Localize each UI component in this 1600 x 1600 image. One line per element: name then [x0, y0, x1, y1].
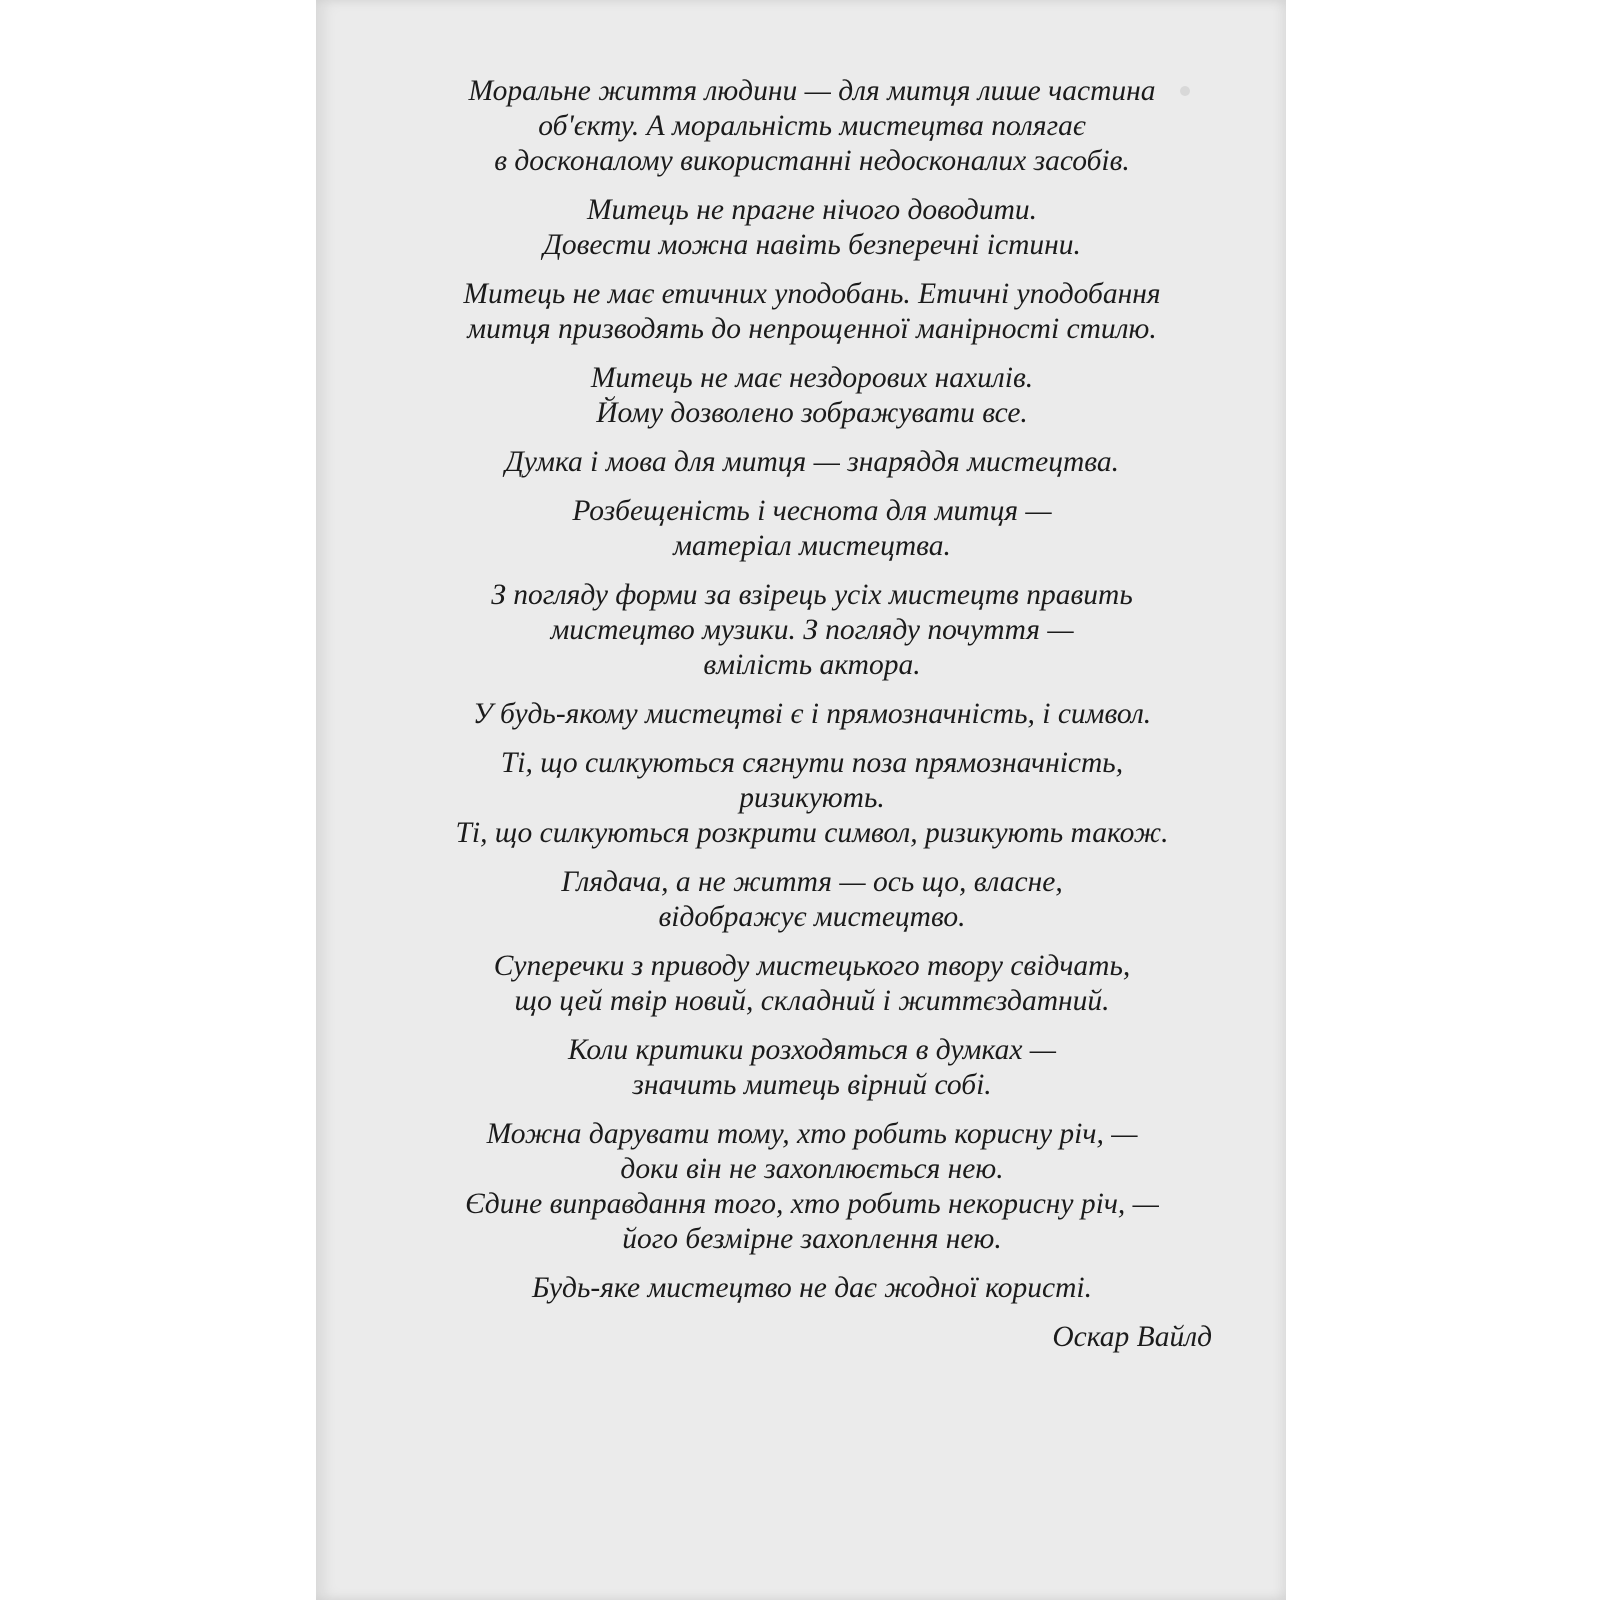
text-line: доки він не захоплюється нею. [620, 1153, 1004, 1185]
aphorism-column [412, 74, 1212, 1355]
stanza [412, 74, 1212, 179]
text-line: що цей твір новий, складний і життєздатний. [514, 985, 1110, 1017]
text-line: вміліcть актора. [703, 649, 921, 681]
text-line: Глядача, а не життя — ось що, власне, [561, 866, 1063, 898]
stanza [412, 578, 1212, 683]
text-line: Можна дарувати тому, хто робить корисну річ, — [486, 1118, 1138, 1150]
stanza [412, 1271, 1212, 1306]
text-line: в досконалому використанні недосконалих засобів. [494, 145, 1130, 177]
stanza [412, 361, 1212, 431]
text-line: Суперечки з приводу мистецького твору свідчать, [493, 950, 1131, 982]
text-line: Ті, що силкуються сягнути поза прямозначність, [500, 747, 1124, 779]
text-line: об'єкту. А моральність мистецтва полягає [538, 110, 1086, 142]
stanza [412, 865, 1212, 935]
text-line: Йому дозволено зображувати все. [596, 397, 1028, 429]
stanza [412, 1033, 1212, 1103]
text-line: митця призводять до непрощенної манірності стилю. [467, 313, 1157, 345]
text-line: Думка і мова для митця — знаряддя мистецтва. [505, 446, 1119, 478]
stanza [412, 1117, 1212, 1257]
text-line: Будь-яке мистецтво не дає жодної користі. [532, 1272, 1092, 1304]
text-line: Коли критики розходяться в думках — [567, 1034, 1057, 1066]
stanza [412, 494, 1212, 564]
text-line: У будь-якому мистецтві є і прямозначність, і символ. [472, 698, 1152, 730]
text-line: мистецтво музики. З погляду почуття — [550, 614, 1074, 646]
text-line: Довести можна навіть безперечні істини. [543, 229, 1081, 261]
text-line: ризикують. [739, 782, 885, 814]
stanza [412, 746, 1212, 851]
stanza [412, 193, 1212, 263]
book-page [316, 0, 1286, 1600]
text-line: Митець не має нездорових нахилів. [590, 362, 1034, 394]
stanza [412, 697, 1212, 732]
stanza [412, 949, 1212, 1019]
text-line: Моральне життя людини — для митця лише частина [468, 75, 1156, 107]
text-line: Розбещеність і чеснота для митця — [572, 495, 1052, 527]
text-line: відображує мистецтво. [658, 901, 966, 933]
stanza [412, 277, 1212, 347]
text-line: Митець не має етичних уподобань. Етичні уподобання [463, 278, 1161, 310]
author-signature: Оскар Вайлд [1052, 1321, 1212, 1353]
text-line: Ті, що силкуються розкрити символ, ризикують також. [455, 817, 1169, 849]
stanza [412, 445, 1212, 480]
text-line: Єдине виправдання того, хто робить некорисну річ, — [465, 1188, 1159, 1220]
text-line: матеріал мистецтва. [673, 530, 951, 562]
stanza-list [412, 74, 1212, 1306]
text-line: значить митець вірний собі. [632, 1069, 992, 1101]
text-line: Митець не прагне нічого доводити. [586, 194, 1038, 226]
text-line: його безмірне захоплення нею. [622, 1223, 1002, 1255]
text-line: З погляду форми за взірець усіх мистецтв править [491, 579, 1133, 611]
